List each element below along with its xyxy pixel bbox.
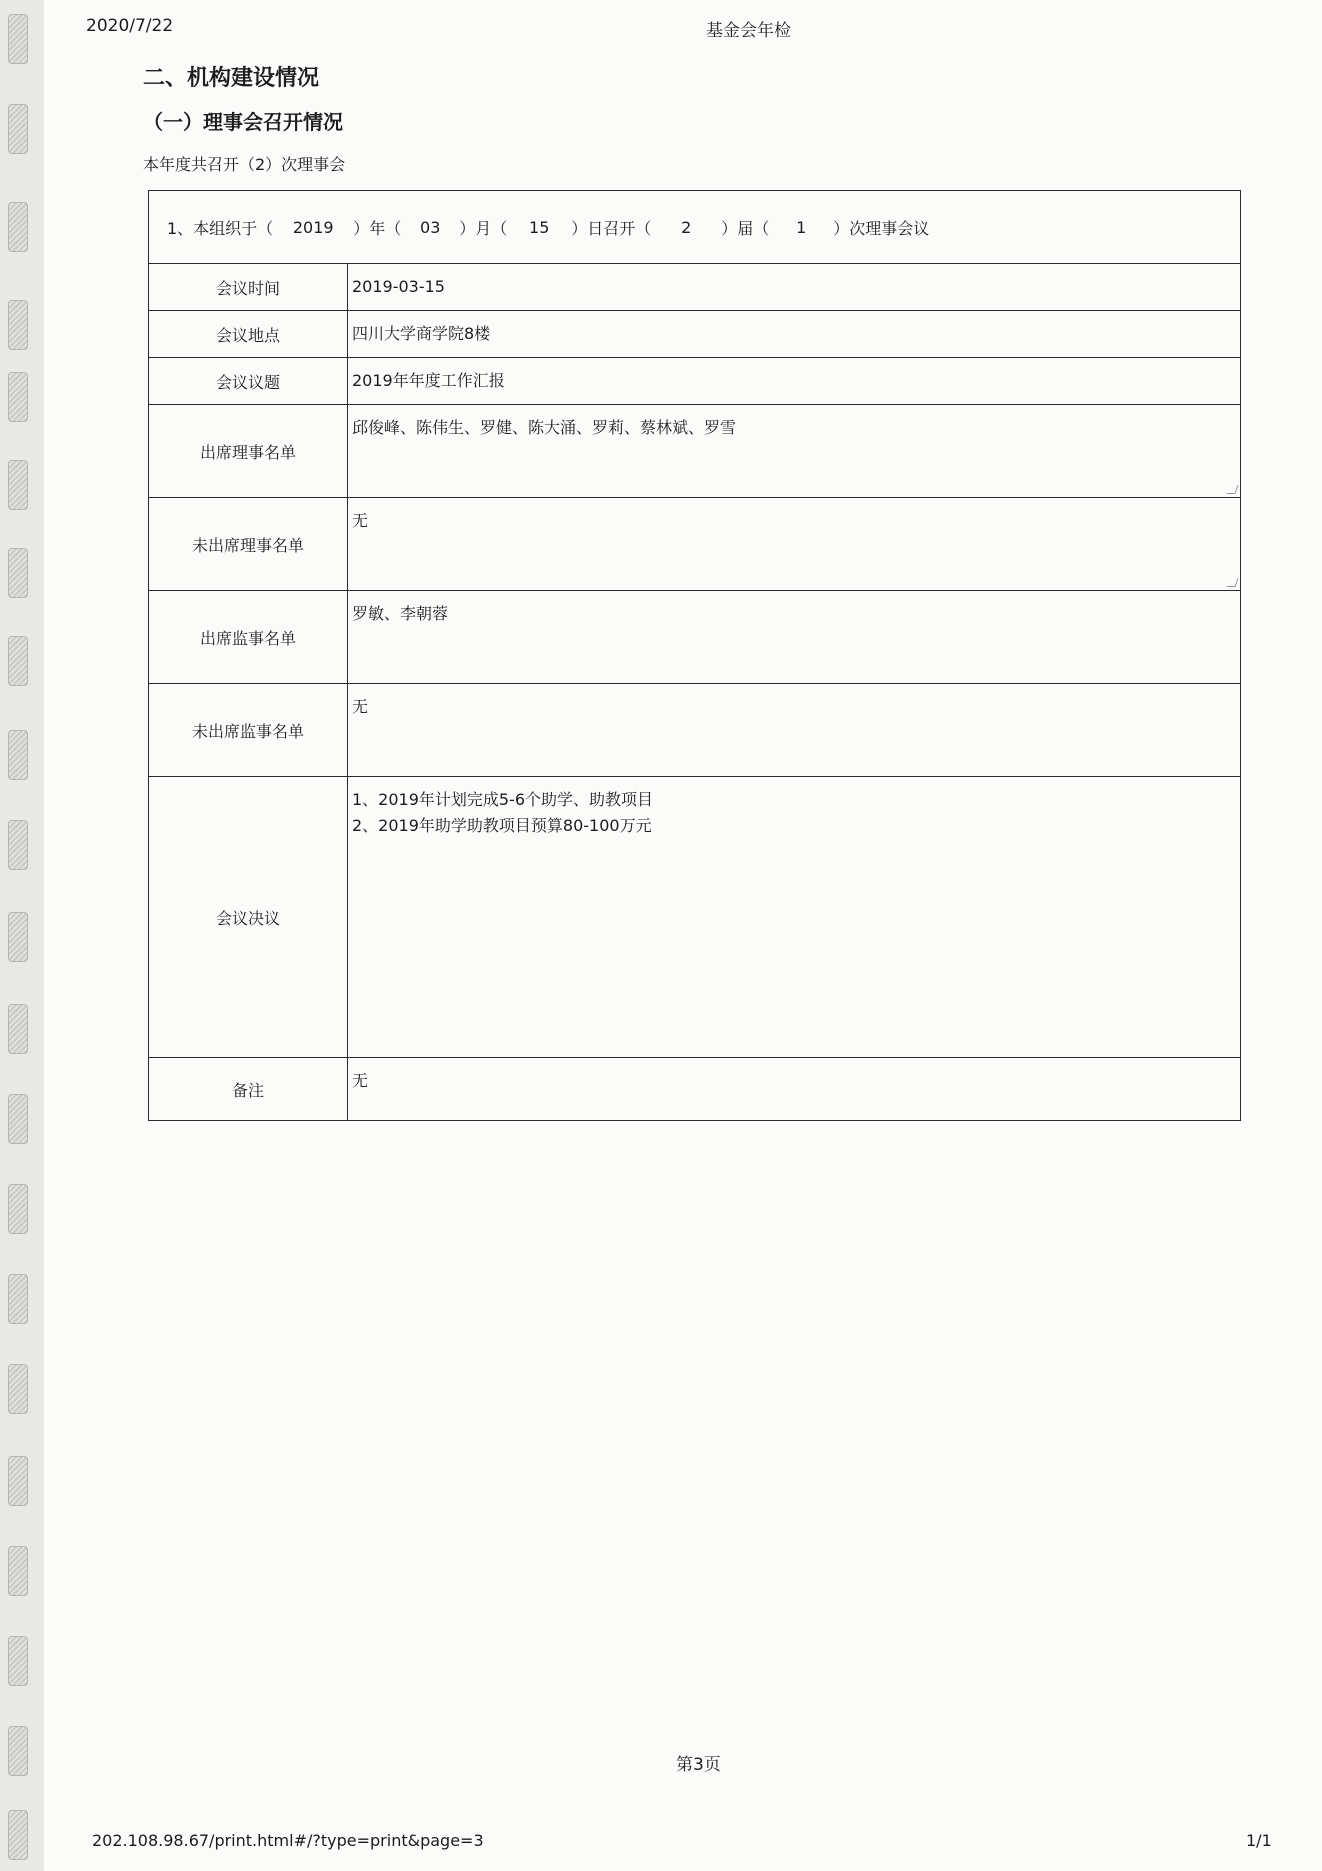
perforation-hole — [8, 1636, 28, 1686]
meeting-time-value: 2019-03-15 — [352, 277, 445, 296]
perforation-hole — [8, 820, 28, 870]
table-row — [149, 498, 1240, 591]
board-meeting-form — [148, 190, 1241, 1121]
meeting-topic-value: 2019年年度工作汇报 — [352, 371, 505, 390]
meeting-session: 2 — [681, 217, 692, 237]
meeting-info-line — [149, 191, 1240, 264]
meeting-day-suffix: ）日召开（ — [571, 218, 652, 238]
row-label-meeting-place: 会议地点 — [149, 311, 348, 357]
absent-supervisors-value: 无 — [352, 697, 369, 716]
row-label-resolutions: 会议决议 — [149, 777, 348, 1057]
meeting-month: 03 — [420, 217, 441, 237]
meeting-number-suffix: ）次理事会议 — [833, 218, 930, 238]
row-label-absent-directors: 未出席理事名单 — [149, 498, 348, 590]
attending-supervisors-value: 罗敏、李朝蓉 — [352, 604, 449, 623]
table-row — [149, 591, 1240, 684]
perforation-hole — [8, 1456, 28, 1506]
meeting-day: 15 — [529, 217, 550, 237]
perforation-hole — [8, 202, 28, 252]
perforation-hole — [8, 300, 28, 350]
resolutions-value — [348, 777, 1240, 1057]
row-label-remarks: 备注 — [149, 1058, 348, 1120]
perforation-hole — [8, 1184, 28, 1234]
meeting-prefix: 1、本组织于（ — [167, 218, 274, 238]
print-page-count: 1/1 — [1246, 1831, 1272, 1850]
perforation-hole — [8, 460, 28, 510]
meeting-place-value: 四川大学商学院8楼 — [352, 324, 491, 343]
table-row — [149, 358, 1240, 405]
attending-directors-value: 邱俊峰、陈伟生、罗健、陈大涌、罗莉、蔡林斌、罗雪 — [352, 418, 737, 437]
table-row — [149, 1058, 1240, 1120]
row-label-absent-supervisors: 未出席监事名单 — [149, 684, 348, 776]
paper-perforation-strip — [0, 0, 45, 1871]
print-url: 202.108.98.67/print.html#/?type=print&page=3 — [92, 1831, 484, 1850]
resize-handle-icon — [1226, 578, 1238, 587]
perforation-hole — [8, 1004, 28, 1054]
perforation-hole — [8, 1094, 28, 1144]
table-row — [149, 777, 1240, 1058]
perforation-hole — [8, 1274, 28, 1324]
perforation-hole — [8, 636, 28, 686]
table-row — [149, 684, 1240, 777]
table-row — [149, 264, 1240, 311]
meeting-number: 1 — [796, 217, 807, 237]
table-row — [149, 405, 1240, 498]
section-title: 二、机构建设情况 — [143, 66, 320, 91]
perforation-hole — [8, 912, 28, 962]
perforation-hole — [8, 372, 28, 422]
meeting-session-suffix: ）届（ — [721, 218, 770, 238]
perforation-hole — [8, 1546, 28, 1596]
perforation-hole — [8, 1364, 28, 1414]
perforation-hole — [8, 730, 28, 780]
meeting-year-suffix: ）年（ — [353, 218, 402, 238]
perforation-hole — [8, 104, 28, 154]
absent-directors-field — [348, 498, 1240, 590]
row-label-attending-supervisors: 出席监事名单 — [149, 591, 348, 683]
perforation-hole — [8, 1726, 28, 1776]
row-label-meeting-topic: 会议议题 — [149, 358, 348, 404]
perforation-hole — [8, 1810, 28, 1860]
attending-directors-field — [348, 405, 1240, 497]
perforation-hole — [8, 14, 28, 64]
resize-handle-icon — [1226, 485, 1238, 494]
resolution-item: 2、2019年助学助教项目预算80-100万元 — [352, 816, 652, 835]
page-number: 第3页 — [676, 1755, 721, 1775]
row-label-attending-directors: 出席理事名单 — [149, 405, 348, 497]
print-header-title: 基金会年检 — [706, 21, 791, 41]
absent-directors-value: 无 — [352, 511, 369, 530]
remarks-value: 无 — [352, 1071, 369, 1090]
meeting-year: 2019 — [292, 217, 334, 237]
subsection-title: （一）理事会召开情况 — [143, 110, 343, 134]
resolution-item: 1、2019年计划完成5-6个助学、助教项目 — [352, 790, 654, 809]
table-row — [149, 311, 1240, 358]
print-date: 2020/7/22 — [86, 16, 174, 36]
meeting-count-summary: 本年度共召开（2）次理事会 — [143, 155, 346, 174]
row-label-meeting-time: 会议时间 — [149, 264, 348, 310]
meeting-month-suffix: ）月（ — [459, 218, 508, 238]
perforation-hole — [8, 548, 28, 598]
